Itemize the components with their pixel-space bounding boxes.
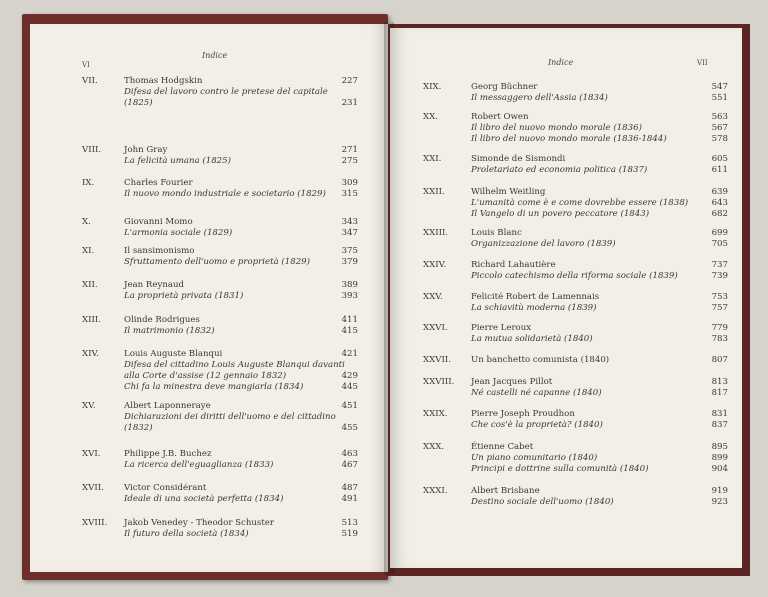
author-name: Wilhelm Weitling <box>471 187 546 197</box>
page-ref: 421 <box>341 349 358 359</box>
page-ref: 837 <box>711 420 728 430</box>
author-name: Pierre Leroux <box>471 323 532 333</box>
author-name: Jakob Venedey - Theodor Schuster <box>124 518 274 528</box>
author-name: Albert Laponneraye <box>124 401 211 411</box>
page-ref: 643 <box>711 198 728 208</box>
page-ref: 455 <box>341 423 358 433</box>
author-name: Victor Considérant <box>124 483 207 493</box>
author-name: Georg Büchner <box>471 82 538 92</box>
chapter-number: XI. <box>82 246 95 256</box>
chapter-number: XXVI. <box>423 323 448 333</box>
chapter-number: X. <box>82 217 91 227</box>
work-title: Proletariato ed economia politica (1837) <box>471 165 648 175</box>
work-title: Dichiarazioni dei diritti dell'uomo e del cittadino <box>124 412 336 422</box>
author-name: Jean Jacques Pillot <box>471 377 553 387</box>
work-title: Un piano comunitario (1840) <box>471 453 598 463</box>
page-ref: 753 <box>711 292 728 302</box>
page-ref: 919 <box>711 486 728 496</box>
page-ref: 491 <box>341 494 358 504</box>
author-name: Thomas Hodgskin <box>124 76 203 86</box>
page-ref: 379 <box>341 257 358 267</box>
page-ref: 275 <box>341 156 358 166</box>
author-name: Jean Reynaud <box>124 280 185 290</box>
work-title: La schiavitù moderna (1839) <box>471 303 597 313</box>
work-title: Il libro del nuovo mondo morale (1836-1844) <box>471 134 667 144</box>
work-title: Il matrimonio (1832) <box>124 326 215 336</box>
page-ref: 551 <box>711 93 728 103</box>
chapter-number: XIX. <box>423 82 442 92</box>
work-title: La proprietà privata (1831) <box>124 291 244 301</box>
author-name: Olinde Rodrigues <box>124 315 200 325</box>
work-title: Né castelli né capanne (1840) <box>471 388 602 398</box>
chapter-number: VIII. <box>82 145 102 155</box>
page-ref: 699 <box>711 228 728 238</box>
page-ref: 347 <box>341 228 358 238</box>
page-ref: 451 <box>341 401 358 411</box>
work-title: Ideale di una società perfetta (1834) <box>124 494 284 504</box>
chapter-number: XXVII. <box>423 355 451 365</box>
work-title: L'armonia sociale (1829) <box>124 228 233 238</box>
page-ref: 899 <box>711 453 728 463</box>
page-ref: 429 <box>341 371 358 381</box>
chapter-number: XXV. <box>423 292 443 302</box>
page-ref: 467 <box>341 460 358 470</box>
page-ref: 682 <box>711 209 728 219</box>
page-ref: 578 <box>711 134 728 144</box>
page-ref: 375 <box>341 246 358 256</box>
running-head: Indice <box>202 51 228 60</box>
page-ref: 779 <box>711 323 728 333</box>
chapter-number: XXIII. <box>423 228 449 238</box>
page-ref: 271 <box>341 145 358 155</box>
work-title: Il Vangelo di un povero peccatore (1843) <box>471 209 650 219</box>
page-ref: 831 <box>711 409 728 419</box>
page-ref: 895 <box>711 442 728 452</box>
page-ref: 309 <box>341 178 358 188</box>
page-ref: 807 <box>711 355 728 365</box>
work-title: Piccolo catechismo della riforma sociale (1839) <box>471 271 678 281</box>
page-number: VII <box>697 59 708 67</box>
work-title: Organizzazione del lavoro (1839) <box>471 239 616 249</box>
work-title: Difesa del lavoro contro le pretese del capitale <box>124 87 328 97</box>
chapter-number: XXIV. <box>423 260 447 270</box>
page-ref: 737 <box>711 260 728 270</box>
right-page <box>390 28 742 568</box>
author-name: Étienne Cabet <box>471 442 534 452</box>
chapter-number: XIV. <box>82 349 99 359</box>
chapter-number: XVII. <box>82 483 104 493</box>
author-name: Il sansimonismo <box>124 246 195 256</box>
chapter-number: XXXI. <box>423 486 448 496</box>
work-title: (1832) <box>124 423 153 433</box>
author-name: Simonde de Sismondi <box>471 154 566 164</box>
chapter-number: XIII. <box>82 315 102 325</box>
left-page <box>30 24 388 572</box>
chapter-number: XV. <box>82 401 96 411</box>
page-ref: 343 <box>341 217 358 227</box>
page-ref: 415 <box>341 326 358 336</box>
work-title: Il futuro della società (1834) <box>124 529 249 539</box>
page-ref: 817 <box>711 388 728 398</box>
page-ref: 315 <box>341 189 358 199</box>
page-ref: 813 <box>711 377 728 387</box>
page-ref: 463 <box>341 449 358 459</box>
chapter-number: XXX. <box>423 442 445 452</box>
page-ref: 611 <box>711 165 728 175</box>
page-ref: 904 <box>711 464 728 474</box>
work-title: La mutua solidarietà (1840) <box>471 334 593 344</box>
page-ref: 757 <box>711 303 728 313</box>
chapter-number: XX. <box>423 112 438 122</box>
author-name: Louis Auguste Blanqui <box>124 349 223 359</box>
page-ref: 547 <box>711 82 728 92</box>
work-title: L'umanità come è e come dovrebbe essere (1838) <box>471 198 689 208</box>
page-ref: 605 <box>711 154 728 164</box>
page-ref: 705 <box>711 239 728 249</box>
work-title: La ricerca dell'eguaglianza (1833) <box>124 460 274 470</box>
page-ref: 389 <box>341 280 358 290</box>
chapter-number: XXII. <box>423 187 445 197</box>
author-name: Pierre Joseph Proudhon <box>471 409 575 419</box>
chapter-number: IX. <box>82 178 95 188</box>
author-name: Giovanni Momo <box>124 217 193 227</box>
author-name: Un banchetto comunista (1840) <box>471 355 610 365</box>
author-name: Robert Owen <box>471 112 529 122</box>
page-ref: 923 <box>711 497 728 507</box>
chapter-number: XVIII. <box>82 518 108 528</box>
page-ref: 227 <box>341 76 358 86</box>
page-ref: 519 <box>341 529 358 539</box>
author-name: Philippe J.B. Buchez <box>124 449 212 459</box>
work-title: Difesa del cittadino Louis Auguste Blanqui davanti <box>124 360 345 370</box>
work-title: Il messaggero dell'Assia (1834) <box>471 93 608 103</box>
page-ref: 567 <box>711 123 728 133</box>
work-title: (1825) <box>124 98 153 108</box>
work-title: Principi e dottrine sulla comunità (1840) <box>471 464 649 474</box>
author-name: John Gray <box>124 145 168 155</box>
page-ref: 563 <box>711 112 728 122</box>
page-ref: 393 <box>341 291 358 301</box>
page-ref: 411 <box>341 315 358 325</box>
work-title: Destino sociale dell'uomo (1840) <box>471 497 614 507</box>
author-name: Louis Blanc <box>471 228 522 238</box>
chapter-number: XXVIII. <box>423 377 455 387</box>
page-ref: 231 <box>341 98 358 108</box>
page-ref: 487 <box>341 483 358 493</box>
running-head: Indice <box>548 58 574 67</box>
work-title: Chi fa la minestra deve mangiarla (1834) <box>124 382 304 392</box>
author-name: Richard Lahautière <box>471 260 556 270</box>
work-title: Il libro del nuovo mondo morale (1836) <box>471 123 642 133</box>
work-title: La felicità umana (1825) <box>124 156 231 166</box>
chapter-number: XXIX. <box>423 409 448 419</box>
chapter-number: XII. <box>82 280 98 290</box>
chapter-number: VII. <box>82 76 98 86</box>
work-title: Che cos'è la proprietà? (1840) <box>471 420 603 430</box>
page-ref: 639 <box>711 187 728 197</box>
chapter-number: XVI. <box>82 449 101 459</box>
chapter-number: XXI. <box>423 154 442 164</box>
work-title: alla Corte d'assise (12 gennaio 1832) <box>124 371 287 381</box>
author-name: Albert Brisbane <box>471 486 540 496</box>
author-name: Felicité Robert de Lamennais <box>471 292 600 302</box>
work-title: Sfruttamento dell'uomo e proprietà (1829) <box>124 257 311 267</box>
page-ref: 783 <box>711 334 728 344</box>
page-number: VI <box>82 61 90 69</box>
page-ref: 513 <box>341 518 358 528</box>
page-ref: 739 <box>711 271 728 281</box>
page-ref: 445 <box>341 382 358 392</box>
work-title: Il nuovo mondo industriale e societario (1829) <box>124 189 326 199</box>
author-name: Charles Fourier <box>124 178 193 188</box>
